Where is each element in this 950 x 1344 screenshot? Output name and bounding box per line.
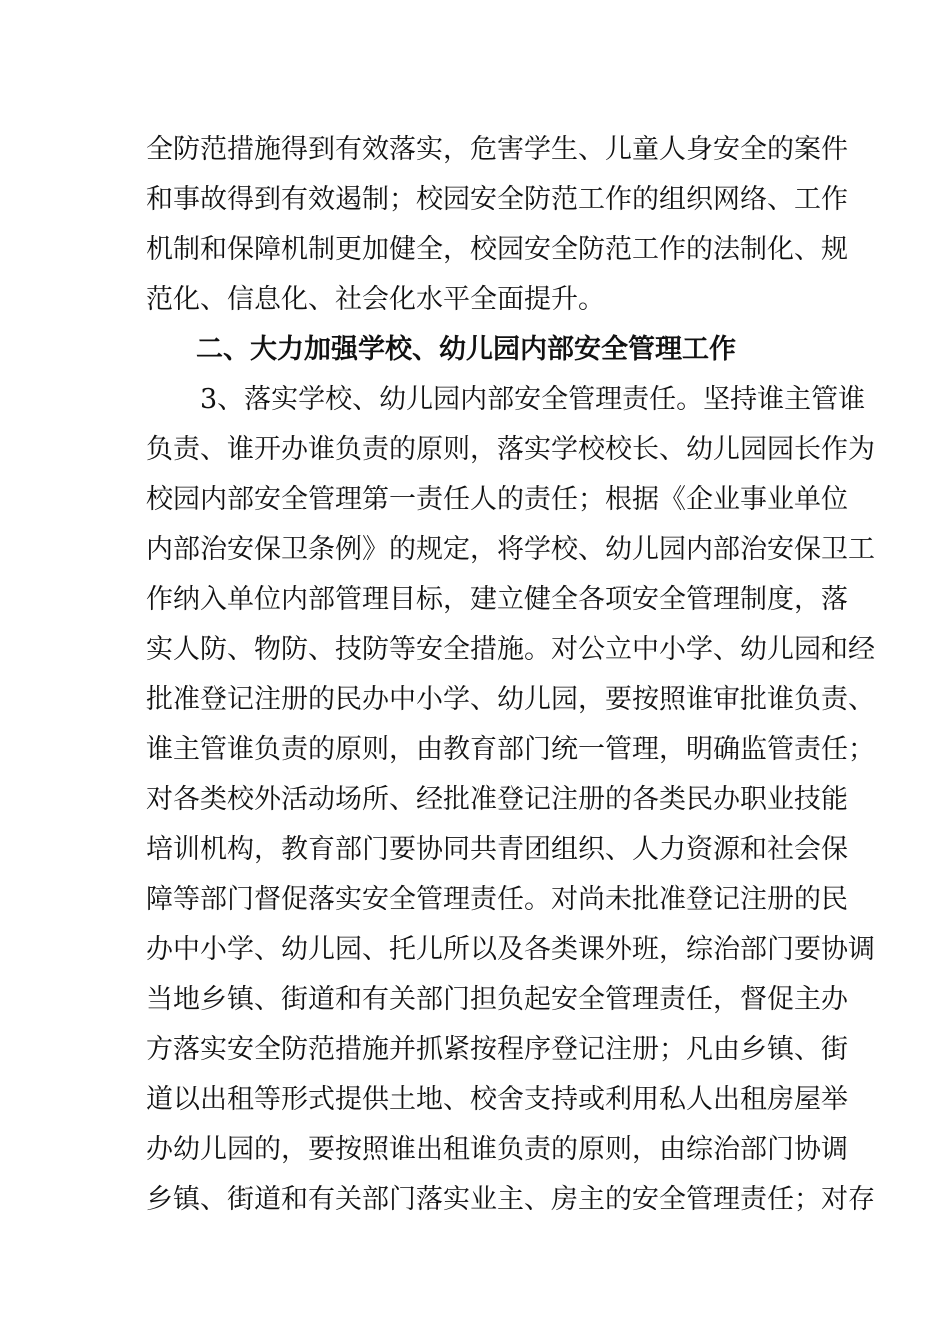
text-line: 当地乡镇、街道和有关部门担负起安全管理责任，督促主办 bbox=[146, 984, 848, 1015]
text-line: 方落实安全防范措施并抓紧按程序登记注册；凡由乡镇、街 bbox=[146, 1034, 848, 1065]
text-line: 谁主管谁负责的原则，由教育部门统一管理，明确监管责任； bbox=[146, 734, 875, 765]
text-line: 道以出租等形式提供土地、校舍支持或利用私人出租房屋举 bbox=[146, 1084, 848, 1115]
text-line: 办幼儿园的，要按照谁出租谁负责的原则，由综治部门协调 bbox=[146, 1134, 848, 1165]
text-line: 全防范措施得到有效落实，危害学生、儿童人身安全的案件 bbox=[146, 134, 848, 165]
text-line: 乡镇、街道和有关部门落实业主、房主的安全管理责任；对存 bbox=[146, 1184, 875, 1215]
text-line: 障等部门督促落实安全管理责任。对尚未批准登记注册的民 bbox=[146, 884, 848, 915]
text-line: 范化、信息化、社会化水平全面提升。 bbox=[146, 284, 605, 315]
text-line: 办中小学、幼儿园、托儿所以及各类课外班，综治部门要协调 bbox=[146, 934, 875, 965]
text-line: 培训机构，教育部门要协同共青团组织、人力资源和社会保 bbox=[146, 834, 848, 865]
text-line: 批准登记注册的民办中小学、幼儿园，要按照谁审批谁负责、 bbox=[146, 684, 875, 715]
text-line: 实人防、物防、技防等安全措施。对公立中小学、幼儿园和经 bbox=[146, 634, 875, 665]
text-line: 和事故得到有效遏制；校园安全防范工作的组织网络、工作 bbox=[146, 184, 848, 215]
text-line: 作纳入单位内部管理目标，建立健全各项安全管理制度，落 bbox=[146, 584, 848, 615]
paragraph-first-line: 3、落实学校、幼儿园内部安全管理责任。坚持谁主管谁 bbox=[200, 384, 866, 415]
section-heading: 二、大力加强学校、幼儿园内部安全管理工作 bbox=[196, 334, 736, 365]
text-line: 负责、谁开办谁负责的原则，落实学校校长、幼儿园园长作为 bbox=[146, 434, 875, 465]
text-line: 对各类校外活动场所、经批准登记注册的各类民办职业技能 bbox=[146, 784, 848, 815]
text-line: 内部治安保卫条例》的规定，将学校、幼儿园内部治安保卫工 bbox=[146, 534, 875, 565]
text-line: 机制和保障机制更加健全，校园安全防范工作的法制化、规 bbox=[146, 234, 848, 265]
text-line: 校园内部安全管理第一责任人的责任；根据《企业事业单位 bbox=[146, 484, 848, 515]
